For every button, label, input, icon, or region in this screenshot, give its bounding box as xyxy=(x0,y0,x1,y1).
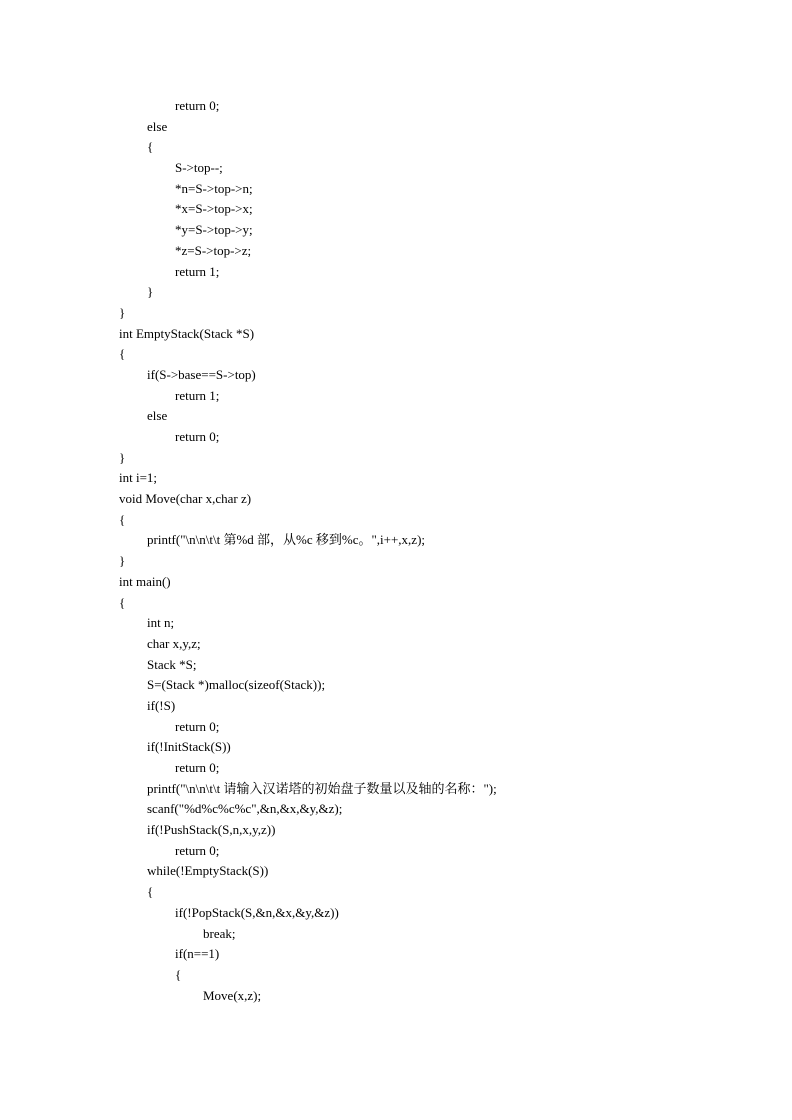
code-line: return 1; xyxy=(175,263,220,279)
code-line: return 1; xyxy=(175,387,220,403)
code-line: Move(x,z); xyxy=(203,987,262,1003)
code-line: return 0; xyxy=(175,98,220,113)
code-line: scanf("%d%c%c%c",&n,&x,&y,&z); xyxy=(147,801,343,817)
code-line: int EmptyStack(Stack *S) xyxy=(119,325,255,341)
code-line: { xyxy=(147,139,154,155)
code-line: int i=1; xyxy=(119,470,158,486)
code-line: return 0; xyxy=(175,718,220,734)
code-line: { xyxy=(175,966,182,982)
code-line: { xyxy=(119,594,126,610)
code-line: printf("\n\n\t\t 请输入汉诺塔的初始盘子数量以及轴的名称："); xyxy=(147,780,497,796)
code-line: char x,y,z; xyxy=(147,635,201,651)
code-line: *n=S->top->n; xyxy=(175,180,253,196)
code-line: int main() xyxy=(119,573,171,589)
code-line: while(!EmptyStack(S)) xyxy=(147,863,269,879)
code-line: if(!PushStack(S,n,x,y,z)) xyxy=(147,822,276,838)
code-line: int n; xyxy=(147,615,175,631)
code-line: break; xyxy=(203,925,236,941)
code-line: Stack *S; xyxy=(147,656,197,672)
code-line: if(!PopStack(S,&n,&x,&y,&z)) xyxy=(175,904,339,920)
code-line: else xyxy=(147,118,168,134)
code-line: return 0; xyxy=(175,429,220,444)
code-line: *y=S->top->y; xyxy=(175,222,253,238)
code-line: void Move(char x,char z) xyxy=(119,491,252,507)
code-line: *z=S->top->z; xyxy=(175,242,252,258)
code-line: { xyxy=(147,884,154,900)
code-line: { xyxy=(119,346,126,362)
code-line: } xyxy=(147,284,154,300)
code-line: if(!InitStack(S)) xyxy=(147,739,231,755)
code-line: } xyxy=(119,553,126,569)
code-line: return 0; xyxy=(175,842,220,858)
code-line: *x=S->top->x; xyxy=(175,201,253,217)
code-line: else xyxy=(147,408,168,424)
code-line: S->top--; xyxy=(175,160,223,176)
code-listing xyxy=(119,96,759,1006)
code-line: if(S->base==S->top) xyxy=(147,366,256,382)
code-line: { xyxy=(119,511,126,527)
code-line: } xyxy=(119,449,126,465)
code-line: } xyxy=(119,304,126,320)
code-line: if(n==1) xyxy=(175,946,220,962)
code-line: S=(Stack *)malloc(sizeof(Stack)); xyxy=(147,677,326,693)
code-line: if(!S) xyxy=(147,697,176,713)
code-line: return 0; xyxy=(175,760,220,775)
code-line: printf("\n\n\t\t 第%d 部，从%c 移到%c。",i++,x,z); xyxy=(147,532,426,548)
